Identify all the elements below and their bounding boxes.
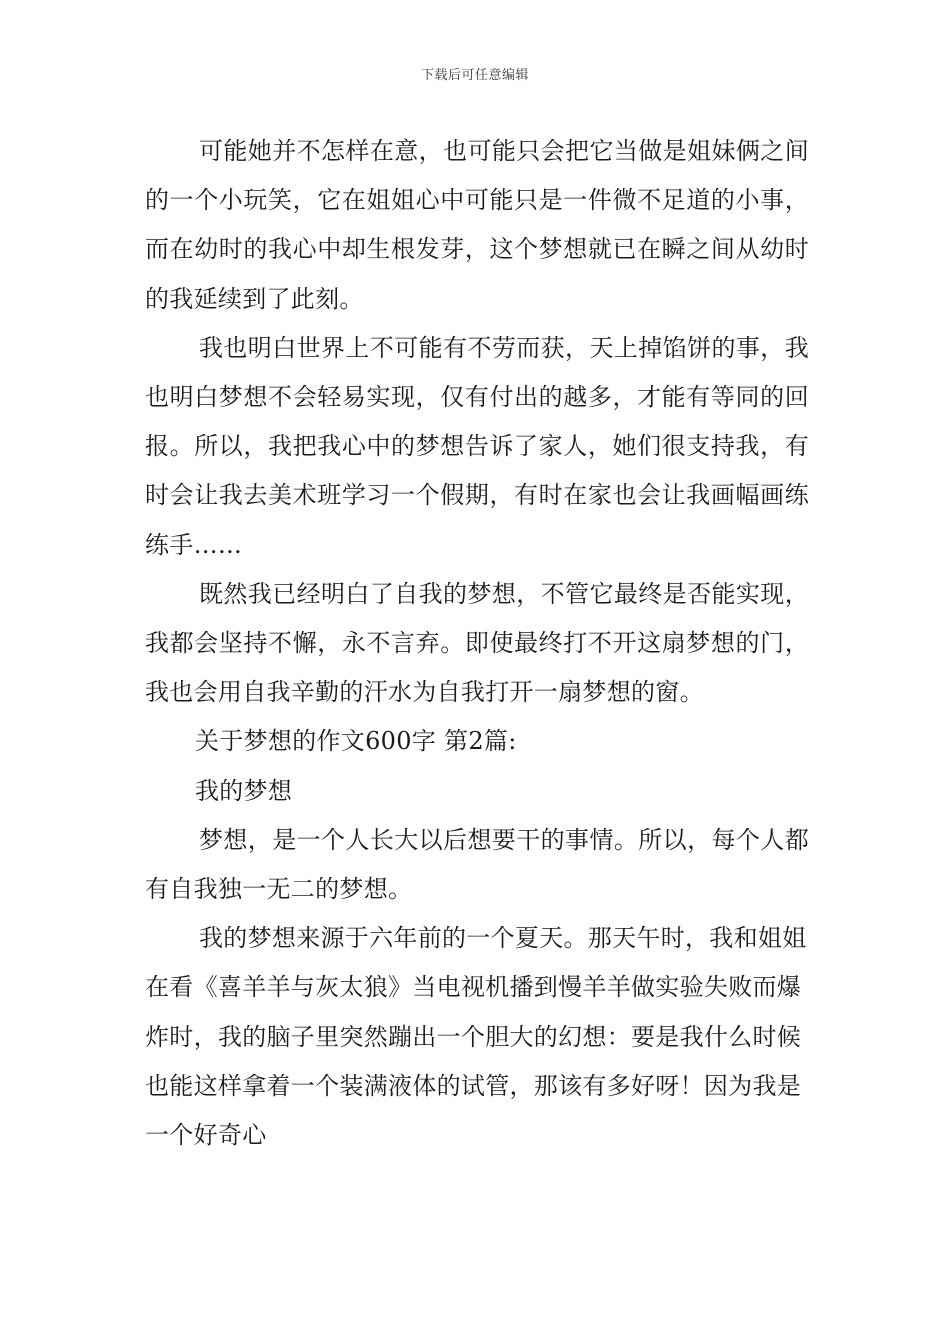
paragraph-1: 可能她并不怎样在意，也可能只会把它当做是姐妹俩之间的一个小玩笑，它在姐姐心中可能只是一件微不足道的小事，而在幼时的我心中却生根发芽，这个梦想就已在瞬之间从幼时的我延续到了此刻。 — [145, 137, 809, 313]
page-header-note: 下载后可任意编辑 — [420, 68, 529, 83]
paragraph-4: 梦想，是一个人长大以后想要干的事情。所以，每个人都有自我独一无二的梦想。 — [145, 825, 809, 904]
section-heading: 关于梦想的作文600字 第2篇: — [195, 727, 517, 756]
paragraph-3: 既然我已经明白了自我的梦想，不管它最终是否能实现，我都会坚持不懈，永不言弃。即使最终打不开这扇梦想的门，我也会用自我辛勤的汗水为自我打开一扇梦想的窗。 — [145, 579, 809, 707]
paragraph-5: 我的梦想来源于六年前的一个夏天。那天午时，我和姐姐在看《喜羊羊与灰太狼》当电视机播到慢羊羊做实验失败而爆炸时，我的脑子里突然蹦出一个胆大的幻想：要是我什么时候也能这样拿着一个装满液体的试管，那该有多好呀！因为我是一个好奇心 — [145, 924, 807, 1150]
document-body — [145, 127, 809, 1160]
paragraph-2: 我也明白世界上不可能有不劳而获，天上掉馅饼的事，我也明白梦想不会轻易实现，仅有付出的越多，才能有等同的回报。所以，我把我心中的梦想告诉了家人，她们很支持我，有时会让我去美术班学习一个假期，有时在家也会让我画幅画练练手…… — [145, 333, 809, 559]
essay-title: 我的梦想 — [195, 776, 293, 805]
